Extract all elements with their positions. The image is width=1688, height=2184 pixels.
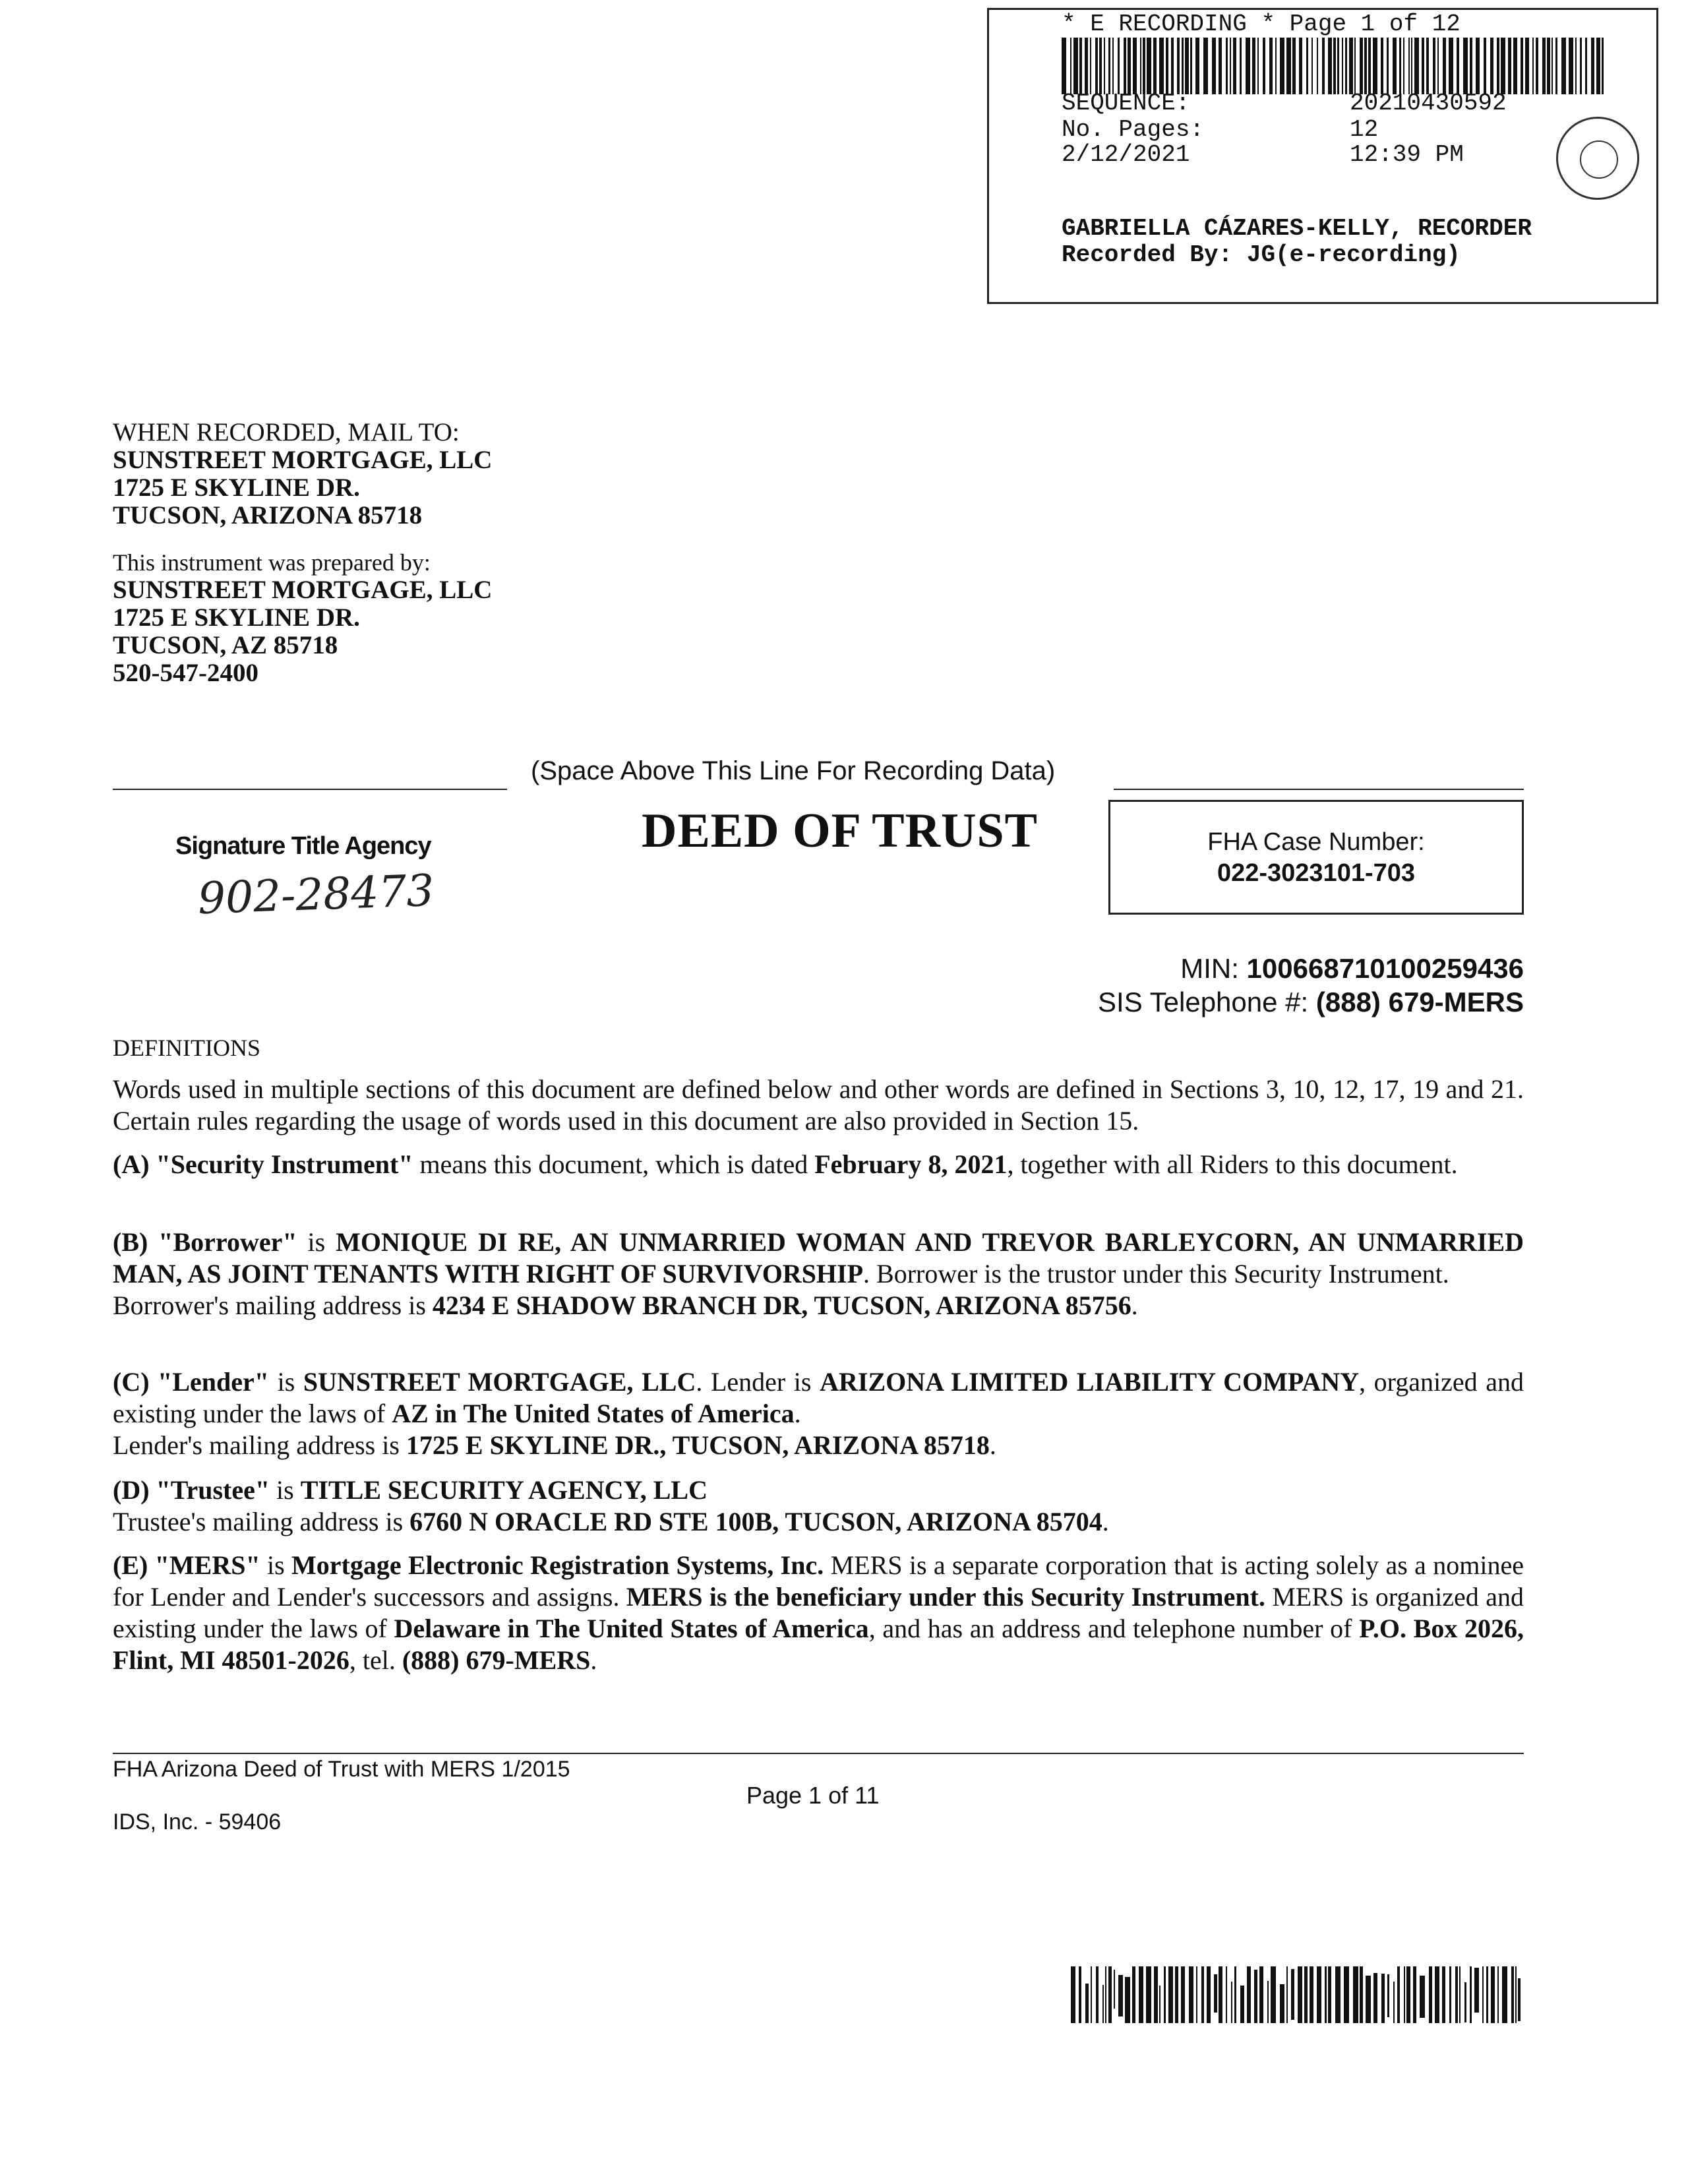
barcode-bar [1337,38,1339,94]
stamp-recorder: GABRIELLA CÁZARES-KELLY, RECORDER [1062,215,1532,242]
barcode-bar [1311,38,1313,94]
barcode-bar [1484,38,1486,94]
barcode-bar [1449,1966,1451,2023]
footer-ids: IDS, Inc. - 59406 [113,1809,282,1835]
barcode-bar [1387,38,1389,94]
borrower-address: 4234 E SHADOW BRANCH DR, TUCSON, ARIZONA 85756 [432,1290,1131,1320]
barcode-bar [1596,38,1600,94]
prepared-by-label: This instrument was prepared by: [113,549,431,576]
document-title: DEED OF TRUST [642,804,1039,858]
barcode-bar [1280,1984,1284,2023]
barcode-bar [1349,38,1353,94]
barcode-bar [1515,1966,1517,2023]
footer-rule [113,1753,1524,1754]
barcode-bar [1408,38,1410,94]
lender-address: 1725 E SKYLINE DR., TUCSON, ARIZONA 85718 [406,1430,990,1460]
barcode-bar [1459,1966,1461,2023]
barcode-bar [1502,1966,1507,2023]
barcode-bar [1219,38,1222,94]
barcode-bar [1561,38,1566,94]
borrower-address-label: Borrower's mailing address is [113,1290,433,1320]
barcode-bar [1099,38,1102,94]
mail-to-name: SUNSTREET MORTGAGE, LLC [113,446,493,474]
min-value: 100668710100259436 [1246,953,1524,984]
barcode-bar [1201,1966,1204,2023]
definition-a-text-end: , together with all Riders to this document. [1007,1149,1458,1179]
barcode-bar [1366,1976,1371,2023]
fha-case-label: FHA Case Number: [1207,828,1425,856]
trustee-name: TITLE SECURITY AGENCY, LLC [300,1475,708,1505]
barcode-bar [1333,38,1336,94]
barcode-bar [1190,38,1192,94]
barcode-bar [1542,38,1546,94]
barcode-bar [1511,1966,1514,2023]
barcode-bar [1381,1974,1385,2023]
lender-name: SUNSTREET MORTGAGE, LLC [303,1367,696,1397]
barcode-bar [1168,1966,1173,2023]
barcode-bar [1393,1982,1395,2023]
sis-label: SIS Telephone #: [1098,986,1309,1017]
barcode-bar [1353,1966,1358,2023]
barcode-bar [1497,1966,1499,2023]
barcode-bar [1146,1966,1151,2023]
stamp-time: 12:39 PM [1350,141,1464,168]
prepared-by-name: SUNSTREET MORTGAGE, LLC [113,576,493,604]
barcode-bar [1486,1966,1488,2023]
definition-b-text: is [297,1227,336,1257]
barcode-bar [1298,1966,1302,2023]
stamp-sequence-label: SEQUENCE: [1062,90,1190,117]
barcode-bar [1304,1966,1308,2023]
barcode-bar [1433,38,1435,94]
barcode-bar [1552,38,1553,94]
barcode-bar [1090,38,1091,94]
sis-line [1098,986,1524,1018]
barcode-bar [1328,1966,1331,2023]
barcode-bar [1254,1970,1257,2023]
barcode-bar [1105,1966,1106,2023]
barcode-bar [1226,1966,1227,2023]
definition-a [113,1149,1524,1180]
definition-d-text: is [270,1475,301,1505]
barcode-bar [1393,38,1397,94]
barcode-bar [1335,1966,1341,2023]
barcode-bar [1271,1966,1276,2023]
barcode-bar [1368,38,1371,94]
barcode-bar [1095,38,1098,94]
fha-case-number: 022-3023101-703 [1217,859,1416,887]
mail-to-label: WHEN RECORDED, MAIL TO: [113,418,460,446]
recording-stamp [987,8,1658,304]
barcode-bar [1435,1966,1439,2023]
barcode-bar [1292,38,1296,94]
barcode-bar [1240,1986,1244,2023]
document-barcode [1071,1966,1524,2023]
definition-e-end: . [590,1645,597,1675]
barcode-bar [1360,1966,1363,2023]
barcode-bar [1414,38,1419,94]
barcode-bar [1147,38,1151,94]
barcode-bar [1233,38,1236,94]
min-line [1180,953,1524,985]
barcode-bar [1491,1966,1495,2023]
barcode-bar [1437,38,1439,94]
barcode-bar [1508,38,1511,94]
stamp-recorded-by: Recorded By: JG(e-recording) [1062,241,1461,268]
definition-e-text-3: MERS is organized and existing under the laws of [113,1582,1524,1643]
barcode-bar [1234,1966,1236,2023]
barcode-bar [1532,38,1534,94]
barcode-bar [1317,38,1318,94]
barcode-bar [1345,38,1347,94]
definition-b [113,1227,1524,1321]
barcode-bar [1426,38,1429,94]
barcode-bar [1299,38,1302,94]
barcode-bar [1275,38,1277,94]
definition-d-term: (D) "Trustee" [113,1475,270,1505]
mers-state: Delaware in The United States of America [394,1614,869,1643]
security-instrument-date: February 8, 2021 [814,1149,1008,1179]
barcode-bar [1476,38,1480,94]
barcode-bar [1322,38,1325,94]
definition-d [113,1474,1524,1538]
barcode-bar [1108,1966,1112,2023]
barcode-bar [1226,38,1228,94]
barcode-bar [1602,38,1604,94]
definition-a-text: means this document, which is dated [413,1149,815,1179]
lender-address-end: . [989,1430,996,1460]
barcode-bar [1247,1966,1251,2023]
barcode-bar [1203,38,1208,94]
barcode-bar [1196,1966,1197,2023]
county-recorder-seal [1556,117,1639,200]
barcode-bar [1518,1978,1521,2021]
barcode-bar [1091,1966,1092,2023]
barcode-bar [1373,38,1377,94]
stamp-pages-label: No. Pages: [1062,116,1205,143]
barcode-bar [1133,38,1137,94]
trustee-address-label: Trustee's mailing address is [113,1507,410,1536]
barcode-bar [1079,38,1082,94]
barcode-bar [1159,1986,1160,2023]
barcode-bar [1240,38,1242,94]
barcode-bar [1286,1966,1288,2023]
footer-form-name: FHA Arizona Deed of Trust with MERS 1/2015 [113,1757,570,1782]
barcode-bar [1482,1966,1484,2023]
barcode-bar [1214,1974,1217,2013]
stamp-sequence-value: 20210430592 [1350,90,1507,117]
barcode-bar [1164,1966,1166,2023]
barcode-bar [1128,38,1131,94]
barcode-bar [1207,1966,1211,2023]
borrower-names: MONIQUE DI RE, AN UNMARRIED WOMAN AND TREVOR BARLEYCORN, AN UNMARRIED MAN, AS JOINT TENANTS WITH RIGHT OF SURVIVORSHIP [113,1227,1524,1289]
barcode-bar [1143,38,1145,94]
handwritten-file-number: 902-28473 [196,864,435,925]
barcode-bar [1422,38,1424,94]
definition-c-text-4: . [794,1399,801,1428]
barcode-bar [1470,1966,1472,2023]
barcode-bar [1404,1966,1405,2023]
barcode-bar [1230,38,1231,94]
barcode-bar [1457,38,1459,94]
definitions-heading: DEFINITIONS [113,1035,260,1061]
barcode-bar [1118,1975,1123,2017]
barcode-bar [1501,38,1505,94]
mers-address: P.O. Box 2026, Flint, MI 48501-2026 [113,1614,1524,1675]
prepared-by-phone: 520-547-2400 [113,659,258,687]
barcode-bar [1525,38,1529,94]
definition-a-term: (A) "Security Instrument" [113,1149,413,1179]
barcode-bar [1536,38,1538,94]
barcode-bar [1360,38,1363,94]
fha-case-box [1108,800,1524,915]
barcode-bar [1181,1966,1185,2023]
barcode-bar [1246,38,1250,94]
barcode-bar [1062,38,1066,94]
sis-value: (888) 679-MERS [1315,986,1524,1017]
barcode-bar [1267,1981,1269,2023]
barcode-bar [1399,38,1401,94]
barcode-bar [1470,38,1472,94]
barcode-bar [1112,38,1114,94]
barcode-bar [1125,1977,1130,2023]
trustee-address: 6760 N ORACLE RD STE 100B, TUCSON, ARIZONA 85704 [409,1507,1102,1536]
barcode-bar [1219,1966,1222,2023]
mail-to-city: TUCSON, ARIZONA 85718 [113,501,423,530]
barcode-bar [1286,38,1291,94]
barcode-bar [1154,1966,1158,2023]
definition-e-term: (E) "MERS" [113,1550,260,1580]
barcode-bar [1497,38,1499,94]
trustee-address-end: . [1102,1507,1109,1536]
barcode-bar [1580,38,1582,94]
barcode-bar [1387,1974,1389,2017]
barcode-bar [1521,38,1523,94]
definition-c-text-2: . Lender is [696,1367,820,1397]
barcode-bar [1406,1966,1410,2023]
barcode-bar [1252,38,1255,94]
min-label: MIN: [1180,953,1239,984]
definition-b-text-end: . Borrower is the trustor under this Security Instrument. [863,1259,1449,1289]
barcode-bar [1354,38,1356,94]
barcode-bar [1317,1966,1321,2023]
definitions-intro: Words used in multiple sections of this document are defined below and other words are defined in Sections 3, 10, 12, 17, 19 and 21. Certain rules regarding the usage of words used in this document are also provided in Section 15. [113,1074,1524,1136]
barcode-bar [1328,38,1332,94]
barcode-bar [1569,38,1573,94]
prepared-by-block [113,549,492,687]
barcode-bar [1182,38,1184,94]
barcode-bar [1102,1985,1104,2023]
recording-data-rule-left [113,789,507,790]
barcode-bar [1513,38,1517,94]
stamp-pages-value: 12 [1350,116,1379,143]
lender-state: AZ in The United States of America [392,1399,795,1428]
stamp-barcode [1062,38,1609,94]
barcode-bar [1474,1968,1479,2013]
barcode-bar [1257,38,1259,94]
definition-e-text-4: , and has an address and telephone number of [868,1614,1360,1643]
barcode-bar [1547,38,1550,94]
barcode-bar [1429,1966,1432,2023]
footer-page-number: Page 1 of 11 [746,1782,880,1809]
barcode-bar [1104,38,1105,94]
barcode-bar [1413,1966,1416,2023]
barcode-bar [1085,38,1088,94]
barcode-bar [1171,38,1174,94]
barcode-bar [1463,38,1468,94]
barcode-bar [1073,38,1078,94]
space-above-line-text: (Space Above This Line For Recording Data) [531,756,1056,785]
barcode-bar [1263,38,1265,94]
stamp-date: 2/12/2021 [1062,141,1190,168]
barcode-bar [1555,38,1557,94]
barcode-bar [1079,1966,1081,2023]
barcode-bar [1159,38,1164,94]
barcode-bar [1259,1966,1263,2023]
barcode-bar [1403,38,1404,94]
barcode-bar [1490,38,1493,94]
barcode-bar [1231,1982,1232,2023]
stamp-header: * E RECORDING * Page 1 of 12 [1062,11,1461,38]
barcode-bar [1306,38,1308,94]
barcode-bar [1070,38,1071,94]
definition-e-text: is [260,1550,292,1580]
barcode-bar [1364,38,1367,94]
barcode-bar [1195,38,1199,94]
barcode-bar [1118,38,1120,94]
barcode-bar [1071,1966,1075,2023]
barcode-bar [1280,38,1284,94]
barcode-bar [1177,38,1180,94]
barcode-bar [1585,38,1587,94]
definition-c-text-3: , organized and existing under the laws of [113,1367,1524,1428]
barcode-bar [1132,1966,1135,2023]
barcode-bar [1114,1970,1115,2009]
barcode-bar [1464,1982,1466,2022]
barcode-bar [1449,38,1453,94]
barcode-bar [1175,1966,1178,2023]
definition-b-term: (B) "Borrower" [113,1227,297,1257]
prepared-by-city: TUCSON, AZ 85718 [113,631,338,659]
barcode-bar [1108,38,1110,94]
barcode-bar [1310,1966,1313,2023]
definition-e-text-5: , tel. [349,1645,402,1675]
definition-c-text: is [268,1367,303,1397]
lender-address-label: Lender's mailing address is [113,1430,406,1460]
definition-e [113,1550,1524,1676]
lender-type: ARIZONA LIMITED LIABILITY COMPANY [820,1367,1360,1397]
definition-c-term: (C) "Lender" [113,1367,269,1397]
mail-to-block [113,419,492,530]
barcode-bar [1166,38,1168,94]
barcode-bar [1342,38,1343,94]
mail-to-street: 1725 E SKYLINE DR. [113,473,360,502]
barcode-bar [1139,1966,1143,2023]
barcode-bar [1153,38,1157,94]
barcode-bar [1344,1966,1349,2023]
prepared-by-street: 1725 E SKYLINE DR. [113,603,360,632]
barcode-bar [1442,1966,1445,2023]
barcode-bar [1591,38,1594,94]
recording-data-rule-right [1114,789,1524,790]
barcode-bar [1085,1984,1089,2023]
barcode-bar [1575,38,1577,94]
barcode-bar [1140,38,1141,94]
barcode-bar [1096,1966,1099,2023]
barcode-bar [1189,1966,1193,2023]
barcode-bar [1185,38,1189,94]
definition-c [113,1366,1524,1461]
barcode-bar [1291,1969,1294,2020]
barcode-bar [1381,38,1383,94]
definition-e-text-2: MERS is a separate corporation that is acting solely as a nominee for Lender and Lender's successors and assigns. [113,1550,1524,1612]
agency-stamp: Signature Title Agency [175,832,431,860]
barcode-bar [1269,38,1273,94]
barcode-bar [1373,1973,1377,2023]
barcode-bar [1443,38,1446,94]
barcode-bar [1411,38,1412,94]
barcode-bar [1455,1966,1458,2023]
borrower-address-end: . [1131,1290,1138,1320]
mers-beneficiary: MERS is the beneficiary under this Security Instrument. [626,1582,1265,1612]
barcode-bar [1212,38,1216,94]
mers-telephone: (888) 679-MERS [402,1645,591,1675]
barcode-bar [1420,1976,1425,2018]
barcode-bar [1397,1966,1400,2023]
mers-name: Mortgage Electronic Registration Systems, Inc. [291,1550,824,1580]
barcode-bar [1124,38,1126,94]
barcode-bar [1325,1966,1327,2023]
